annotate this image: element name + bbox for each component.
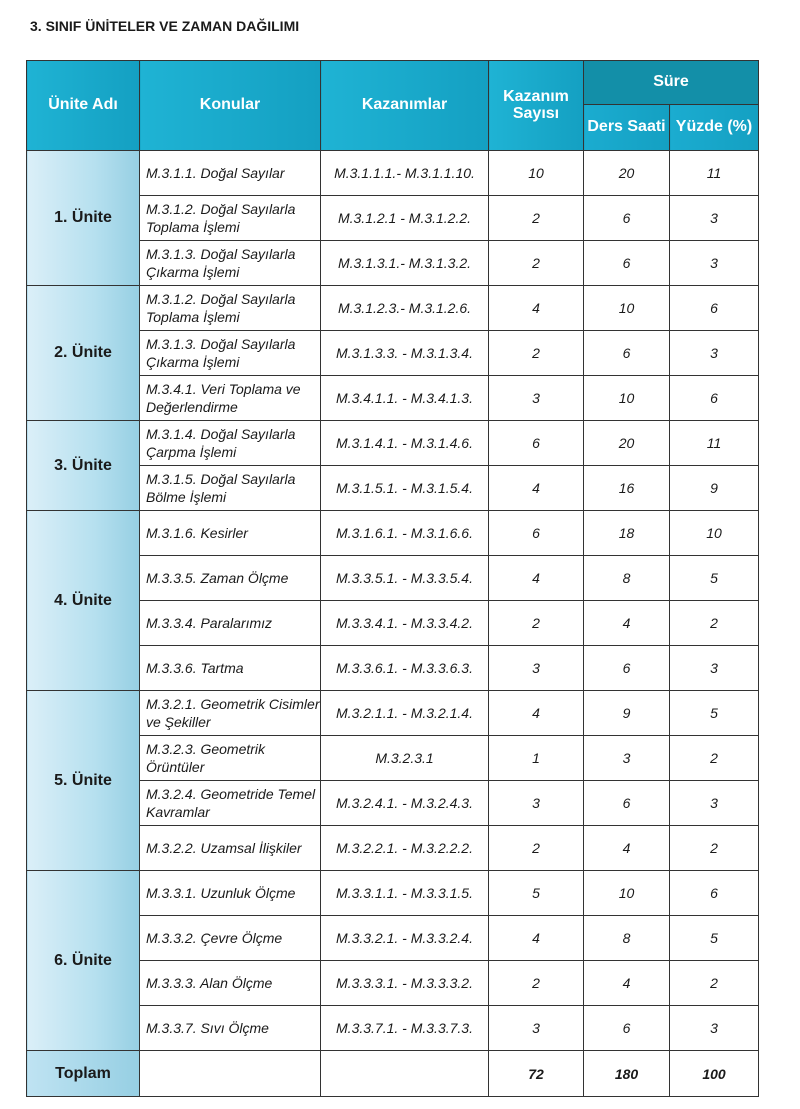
outcome-count-cell: 4	[489, 691, 584, 736]
unit-name-cell: 3. Ünite	[27, 421, 140, 511]
topic-cell: M.3.3.4. Paralarımız	[140, 601, 321, 646]
header-outcome-count: Kazanım Sayısı	[489, 61, 584, 151]
lesson-hours-cell: 6	[584, 781, 670, 826]
percent-cell: 2	[670, 961, 759, 1006]
lesson-hours-cell: 8	[584, 556, 670, 601]
table-row	[27, 421, 759, 466]
unit-name-cell: 1. Ünite	[27, 151, 140, 286]
unit-name-cell: 5. Ünite	[27, 691, 140, 871]
topic-cell: M.3.1.6. Kesirler	[140, 511, 321, 556]
header-row	[27, 61, 759, 105]
outcome-count-cell: 4	[489, 286, 584, 331]
percent-cell: 2	[670, 736, 759, 781]
header-percent: Yüzde (%)	[670, 105, 759, 151]
outcome-count-cell: 2	[489, 601, 584, 646]
header-topics: Konular	[140, 61, 321, 151]
unit-name-cell: 4. Ünite	[27, 511, 140, 691]
outcome-count-cell: 2	[489, 196, 584, 241]
table-row	[27, 151, 759, 196]
outcome-count-cell: 3	[489, 646, 584, 691]
outcome-count-cell: 3	[489, 1006, 584, 1051]
outcome-count-cell: 3	[489, 781, 584, 826]
lesson-hours-cell: 6	[584, 646, 670, 691]
percent-cell: 3	[670, 1006, 759, 1051]
outcomes-cell: M.3.1.3.1.- M.3.1.3.2.	[321, 241, 489, 286]
topic-cell: M.3.3.3. Alan Ölçme	[140, 961, 321, 1006]
outcomes-cell: M.3.3.1.1. - M.3.3.1.5.	[321, 871, 489, 916]
lesson-hours-cell: 4	[584, 826, 670, 871]
percent-cell: 2	[670, 601, 759, 646]
total-outcome-count: 72	[489, 1051, 584, 1097]
outcomes-cell: M.3.1.6.1. - M.3.1.6.6.	[321, 511, 489, 556]
percent-cell: 5	[670, 556, 759, 601]
header-duration: Süre	[584, 61, 759, 105]
outcomes-cell: M.3.3.5.1. - M.3.3.5.4.	[321, 556, 489, 601]
lesson-hours-cell: 4	[584, 961, 670, 1006]
lesson-hours-cell: 6	[584, 1006, 670, 1051]
percent-cell: 3	[670, 331, 759, 376]
table-row	[27, 511, 759, 556]
outcomes-cell: M.3.2.4.1. - M.3.2.4.3.	[321, 781, 489, 826]
outcomes-cell: M.3.3.7.1. - M.3.3.7.3.	[321, 1006, 489, 1051]
outcomes-cell: M.3.1.5.1. - M.3.1.5.4.	[321, 466, 489, 511]
table-body	[27, 151, 759, 1051]
outcomes-cell: M.3.2.1.1. - M.3.2.1.4.	[321, 691, 489, 736]
lesson-hours-cell: 6	[584, 241, 670, 286]
percent-cell: 3	[670, 646, 759, 691]
total-empty-topics	[140, 1051, 321, 1097]
topic-cell: M.3.3.2. Çevre Ölçme	[140, 916, 321, 961]
outcomes-cell: M.3.3.3.1. - M.3.3.3.2.	[321, 961, 489, 1006]
topic-cell: M.3.2.2. Uzamsal İlişkiler	[140, 826, 321, 871]
percent-cell: 10	[670, 511, 759, 556]
outcomes-cell: M.3.2.3.1	[321, 736, 489, 781]
lesson-hours-cell: 3	[584, 736, 670, 781]
page-title: 3. SINIF ÜNİTELER VE ZAMAN DAĞILIMI	[30, 18, 300, 34]
outcome-count-cell: 2	[489, 961, 584, 1006]
header-outcomes: Kazanımlar	[321, 61, 489, 151]
percent-cell: 5	[670, 691, 759, 736]
outcome-count-cell: 10	[489, 151, 584, 196]
outcomes-cell: M.3.2.2.1. - M.3.2.2.2.	[321, 826, 489, 871]
outcome-count-cell: 2	[489, 826, 584, 871]
outcome-count-cell: 2	[489, 331, 584, 376]
lesson-hours-cell: 4	[584, 601, 670, 646]
total-label: Toplam	[27, 1051, 140, 1097]
outcomes-cell: M.3.1.4.1. - M.3.1.4.6.	[321, 421, 489, 466]
topic-cell: M.3.3.6. Tartma	[140, 646, 321, 691]
topic-cell: M.3.1.4. Doğal Sayılarla Çarpma İşlemi	[140, 421, 321, 466]
outcome-count-cell: 4	[489, 466, 584, 511]
outcomes-cell: M.3.1.2.3.- M.3.1.2.6.	[321, 286, 489, 331]
percent-cell: 11	[670, 421, 759, 466]
lesson-hours-cell: 10	[584, 286, 670, 331]
lesson-hours-cell: 6	[584, 331, 670, 376]
lesson-hours-cell: 20	[584, 421, 670, 466]
topic-cell: M.3.2.4. Geometride Temel Kavramlar	[140, 781, 321, 826]
total-empty-outcomes	[321, 1051, 489, 1097]
outcomes-cell: M.3.1.2.1 - M.3.1.2.2.	[321, 196, 489, 241]
topic-cell: M.3.1.3. Doğal Sayılarla Çıkarma İşlemi	[140, 331, 321, 376]
topic-cell: M.3.1.2. Doğal Sayılarla Toplama İşlemi	[140, 286, 321, 331]
lesson-hours-cell: 9	[584, 691, 670, 736]
header-lesson-hours: Ders Saati	[584, 105, 670, 151]
total-row	[27, 1051, 759, 1097]
percent-cell: 11	[670, 151, 759, 196]
outcome-count-cell: 4	[489, 556, 584, 601]
outcome-count-cell: 5	[489, 871, 584, 916]
table-row	[27, 871, 759, 916]
table-header	[27, 61, 759, 151]
header-unit-name: Ünite Adı	[27, 61, 140, 151]
percent-cell: 3	[670, 241, 759, 286]
lesson-hours-cell: 10	[584, 376, 670, 421]
topic-cell: M.3.1.1. Doğal Sayılar	[140, 151, 321, 196]
outcome-count-cell: 6	[489, 511, 584, 556]
total-lesson-hours: 180	[584, 1051, 670, 1097]
outcomes-cell: M.3.3.4.1. - M.3.3.4.2.	[321, 601, 489, 646]
unit-name-cell: 2. Ünite	[27, 286, 140, 421]
table-footer	[27, 1051, 759, 1097]
outcome-count-cell: 2	[489, 241, 584, 286]
percent-cell: 6	[670, 376, 759, 421]
outcome-count-cell: 1	[489, 736, 584, 781]
outcomes-cell: M.3.3.2.1. - M.3.3.2.4.	[321, 916, 489, 961]
topic-cell: M.3.3.5. Zaman Ölçme	[140, 556, 321, 601]
topic-cell: M.3.1.3. Doğal Sayılarla Çıkarma İşlemi	[140, 241, 321, 286]
lesson-hours-cell: 18	[584, 511, 670, 556]
outcomes-cell: M.3.1.1.1.- M.3.1.1.10.	[321, 151, 489, 196]
topic-cell: M.3.2.3. Geometrik Örüntüler	[140, 736, 321, 781]
percent-cell: 3	[670, 196, 759, 241]
lesson-hours-cell: 8	[584, 916, 670, 961]
table-row	[27, 286, 759, 331]
topic-cell: M.3.1.2. Doğal Sayılarla Toplama İşlemi	[140, 196, 321, 241]
topic-cell: M.3.1.5. Doğal Sayılarla Bölme İşlemi	[140, 466, 321, 511]
percent-cell: 9	[670, 466, 759, 511]
lesson-hours-cell: 6	[584, 196, 670, 241]
lesson-hours-cell: 10	[584, 871, 670, 916]
outcomes-cell: M.3.1.3.3. - M.3.1.3.4.	[321, 331, 489, 376]
topic-cell: M.3.3.1. Uzunluk Ölçme	[140, 871, 321, 916]
outcomes-cell: M.3.4.1.1. - M.3.4.1.3.	[321, 376, 489, 421]
outcomes-cell: M.3.3.6.1. - M.3.3.6.3.	[321, 646, 489, 691]
total-percent: 100	[670, 1051, 759, 1097]
unit-time-distribution-table	[26, 60, 759, 1097]
percent-cell: 5	[670, 916, 759, 961]
percent-cell: 6	[670, 286, 759, 331]
outcome-count-cell: 6	[489, 421, 584, 466]
unit-name-cell: 6. Ünite	[27, 871, 140, 1051]
lesson-hours-cell: 20	[584, 151, 670, 196]
table-row	[27, 691, 759, 736]
topic-cell: M.3.2.1. Geometrik Cisimler ve Şekiller	[140, 691, 321, 736]
percent-cell: 6	[670, 871, 759, 916]
topic-cell: M.3.4.1. Veri Toplama ve Değerlendirme	[140, 376, 321, 421]
lesson-hours-cell: 16	[584, 466, 670, 511]
percent-cell: 2	[670, 826, 759, 871]
percent-cell: 3	[670, 781, 759, 826]
outcome-count-cell: 3	[489, 376, 584, 421]
outcome-count-cell: 4	[489, 916, 584, 961]
topic-cell: M.3.3.7. Sıvı Ölçme	[140, 1006, 321, 1051]
